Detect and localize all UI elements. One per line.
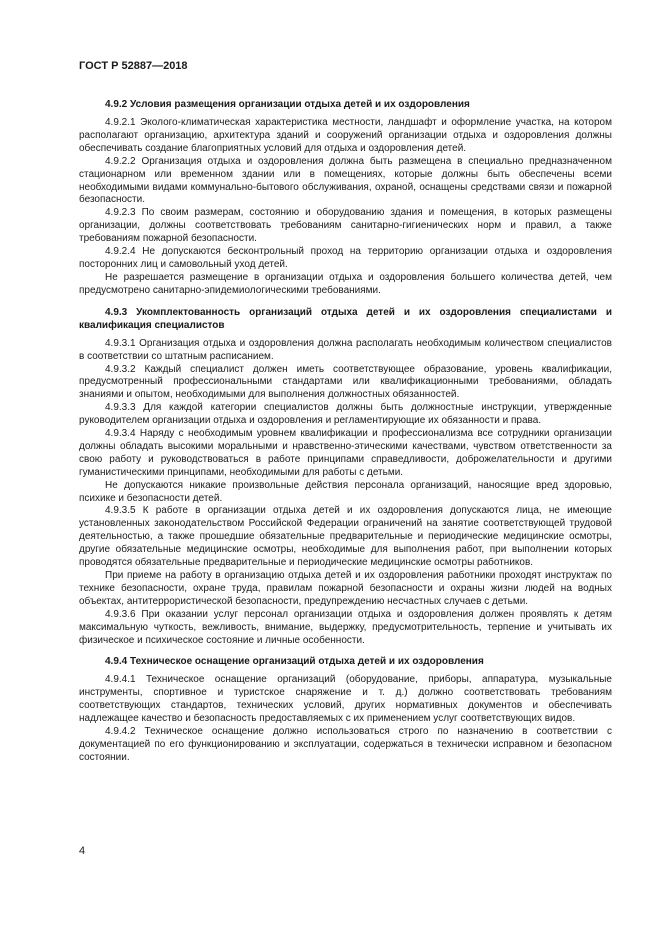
- paragraph: Не разрешается размещение в организации отдыха и оздоровления большего количества детей, чем предусмотрено санитарно-эпидемиологическими требованиями.: [79, 271, 612, 296]
- paragraph: При приеме на работу в организацию отдыха детей и их оздоровления работники проходят инструктаж по технике безопасности, охране труда, правилам пожарной безопасности и охраны жизни людей на водных объектах, антитеррористической безопасности, предупреждению несчастных случаев с детьми.: [79, 570, 612, 607]
- paragraph: 4.9.3.4 Наряду с необходимым уровнем квалификации и профессионализма все сотрудники организации должны обладать высокими моральными и нравственно-этическими качествами, чувством ответственности за свою работу и руководствоваться в работе принципами справедливости, доброжелательности и другими гуманистическими принципами, необходимыми для работы с детьми.: [79, 428, 612, 478]
- page-number: 4: [79, 845, 86, 857]
- section-heading: 4.9.2 Условия размещения организации отдыха детей и их оздоровления: [105, 99, 470, 110]
- paragraph: 4.9.2.4 Не допускаются бесконтрольный проход на территорию организации отдыха и оздоровления посторонних лиц и самовольный уход детей.: [79, 246, 612, 270]
- paragraph: Не допускаются никакие произвольные действия персонала организаций, наносящие вред здоровью, психике и безопасности детей.: [79, 479, 612, 504]
- section: [79, 98, 612, 298]
- paragraph: 4.9.4.1 Техническое оснащение организаций (оборудование, приборы, аппаратура, музыкальные инструменты, спортивное и туристское снаряжение и т. д.) должно соответствовать требованиям соответствующих стандартов, технических условий, других нормативных документов и обеспечивать надлежащее качество и безопасность предоставляемых с их применением услуг соответствующих видов.: [79, 674, 612, 725]
- paragraph: 4.9.4.2 Техническое оснащение должно использоваться строго по назначению в соответствии с документацией по его функционированию и эксплуатации, содержаться в технически исправном и безопасном состоянии.: [79, 726, 612, 763]
- section: [79, 306, 612, 648]
- paragraph: 4.9.3.1 Организация отдыха и оздоровления должна располагать необходимым количеством специалистов в соответствии со штатным расписанием.: [79, 337, 612, 362]
- paragraph: 4.9.3.6 При оказании услуг персонал организации отдыха и оздоровления должен проявлять к детям максимальную чуткость, вежливость, внимание, выдержку, предусмотрительность, терпение и учитывать их физическое и психическое состояние и личные особенности.: [79, 608, 612, 646]
- section-heading: 4.9.3 Укомплектованность организаций отдыха детей и их оздоровления специалистами и квалификация специалистов: [79, 306, 612, 331]
- document-header: ГОСТ Р 52887—2018: [79, 60, 188, 72]
- paragraph: 4.9.2.1 Эколого-климатическая характеристика местности, ландшафт и оформление участка, на котором располагают организацию, архитектура зданий и сооружений организации отдыха и оздоровления должны обеспечивать создание благоприятных условий для отдыха и оздоровления детей.: [79, 117, 612, 154]
- paragraph: 4.9.3.3 Для каждой категории специалистов должны быть должностные инструкции, утвержденные руководителем организации отдыха и оздоровления и регламентирующие их обязанности и права.: [79, 402, 612, 427]
- section: [79, 655, 612, 764]
- paragraph: 4.9.3.5 К работе в организации отдыха детей и их оздоровления допускаются лица, не имеющие установленных законодательством Российской Федерации ограничений на занятие соответствующей трудовой деятельностью, а также прошедшие обязательные предварительные и периодические медицинские осмотры, другие обязательные медицинские осмотры, необходимые для выполнения работ, при выполнении которых проводятся обязательные предварительные и периодические медицинские осмотры работников.: [79, 505, 612, 569]
- paragraph: 4.9.2.3 По своим размерам, состоянию и оборудованию здания и помещения, в которых размещены организации, должны соответствовать требованиям санитарно-гигиенических норм и правил, а также требованиям пожарной безопасности.: [79, 207, 612, 245]
- paragraph: 4.9.3.2 Каждый специалист должен иметь соответствующее образование, уровень квалификации, предусмотренный профессиональными стандартами или квалификационными требованиями, обладать знаниями и опытом, необходимыми для выполнения должностных обязанностей.: [79, 363, 612, 401]
- paragraph: 4.9.2.2 Организация отдыха и оздоровления должна быть размещена в специально предназначенном стационарном или временном здании или в помещениях, которые должны быть обеспечены всеми необходимыми видами коммунально-бытового обслуживания, охраной, оснащены средствами связи и пожарной безопасности.: [79, 155, 612, 206]
- section-heading: 4.9.4 Техническое оснащение организаций отдыха детей и их оздоровления: [105, 656, 484, 668]
- document-body: [79, 98, 612, 765]
